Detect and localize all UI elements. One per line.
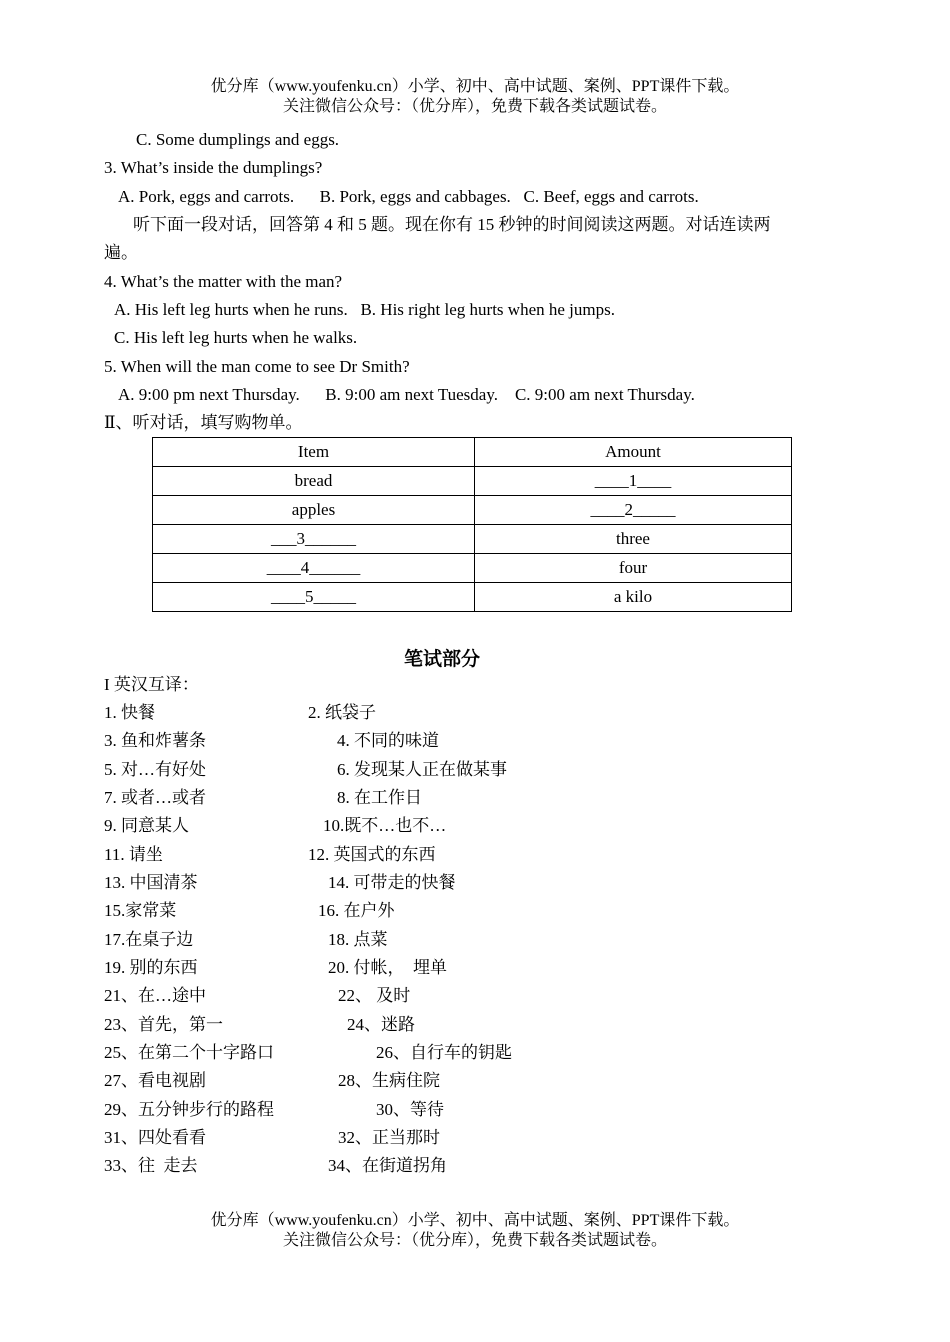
table-row: [153, 467, 792, 496]
vocab-item: 3. 鱼和炸薯条: [104, 731, 206, 750]
vocab-item: 22、 及时: [338, 986, 411, 1005]
table-row: [153, 496, 792, 525]
vocab-item: 26、自行车的钥匙: [376, 1043, 512, 1062]
vocab-item: 12. 英国式的东西: [308, 845, 436, 864]
vocab-item: 10.既不…也不…: [323, 816, 447, 835]
vocab-item: 17.在桌子边: [104, 930, 194, 949]
vocab-item: 2. 纸袋子: [308, 703, 376, 722]
table-header-row: [153, 438, 792, 467]
vocab-item: 24、迷路: [347, 1015, 415, 1034]
table-row: [153, 554, 792, 583]
cell-amount: ____1____: [475, 467, 792, 496]
vocab-item: 27、看电视剧: [104, 1071, 206, 1090]
cell-amount: four: [475, 554, 792, 583]
page-footer: [0, 1211, 950, 1251]
vocab-item: 21、在…途中: [104, 986, 206, 1005]
cell-amount: ____2_____: [475, 496, 792, 525]
vocab-item: 20. 付帐， 埋单: [328, 958, 447, 977]
vocab-item: 14. 可带走的快餐: [328, 873, 456, 892]
table-row: [153, 525, 792, 554]
vocab-item: 19. 别的东西: [104, 958, 198, 977]
cell-item: ____5_____: [153, 583, 475, 612]
vocab-item: 16. 在户外: [318, 901, 395, 920]
cell-amount: three: [475, 525, 792, 554]
vocab-item: 7. 或者…或者: [104, 788, 206, 807]
cell-item: ____4______: [153, 554, 475, 583]
vocab-item: 18. 点菜: [328, 930, 388, 949]
vocab-item: 32、正当那时: [338, 1128, 440, 1147]
vocab-item: 33、往 走去: [104, 1156, 198, 1175]
instruction-line-2: 遍。: [104, 243, 138, 262]
section-2-title: Ⅱ、听对话，填写购物单。: [104, 413, 303, 432]
header-line-2: 关注微信公众号：（优分库），免费下载各类试题试卷。: [282, 98, 667, 115]
vocab-item: 29、五分钟步行的路程: [104, 1100, 274, 1119]
footer-line-2: 关注微信公众号：（优分库），免费下载各类试题试卷。: [282, 1232, 667, 1249]
vocab-item: 30、等待: [376, 1100, 444, 1119]
vocab-item: 13. 中国清茶: [104, 873, 198, 892]
vocab-item: 6. 发现某人正在做某事: [337, 760, 507, 779]
vocab-item: 4. 不同的味道: [337, 731, 439, 750]
instruction-line-1: 听下面一段对话，回答第 4 和 5 题。现在你有 15 秒钟的时间阅读这两题。对话连读两: [133, 215, 771, 234]
vocab-item: 28、生病住院: [338, 1071, 440, 1090]
vocab-item: 15.家常菜: [104, 901, 177, 920]
footer-line-1: 优分库（www.youfenku.cn）小学、初中、高中试题、案例、PPT课件下载。: [210, 1212, 740, 1229]
vocab-item: 11. 请坐: [104, 845, 163, 864]
section-1-title: I 英汉互译：: [104, 675, 199, 694]
cell-amount: a kilo: [475, 583, 792, 612]
header-item: Item: [153, 438, 475, 467]
question-3: 3. What’s inside the dumplings?: [104, 158, 323, 177]
vocab-item: 8. 在工作日: [337, 788, 422, 807]
vocab-item: 34、在街道拐角: [328, 1156, 447, 1175]
shopping-list-table: [152, 437, 792, 612]
header-amount: Amount: [475, 438, 792, 467]
table-row: [153, 583, 792, 612]
cell-item: apples: [153, 496, 475, 525]
question-4-options-ab: A. His left leg hurts when he runs. B. His right leg hurts when he jumps.: [114, 300, 615, 319]
cell-item: ___3______: [153, 525, 475, 554]
question-5-options: A. 9:00 pm next Thursday. B. 9:00 am next Tuesday. C. 9:00 am next Thursday.: [118, 385, 695, 404]
cell-item: bread: [153, 467, 475, 496]
vocab-item: 23、首先，第一: [104, 1015, 223, 1034]
question-5: 5. When will the man come to see Dr Smith?: [104, 357, 410, 376]
q2-option-c: C. Some dumplings and eggs.: [136, 130, 340, 149]
vocab-item: 25、在第二个十字路口: [104, 1043, 274, 1062]
question-4: 4. What’s the matter with the man?: [104, 272, 343, 291]
vocab-item: 31、四处看看: [104, 1128, 206, 1147]
vocab-item: 1. 快餐: [104, 703, 155, 722]
vocab-item: 5. 对…有好处: [104, 760, 206, 779]
written-section-title: 笔试部分: [403, 649, 480, 670]
header-line-1: 优分库（www.youfenku.cn）小学、初中、高中试题、案例、PPT课件下载。: [210, 78, 740, 95]
vocab-item: 9. 同意某人: [104, 816, 189, 835]
question-3-options: A. Pork, eggs and carrots. B. Pork, eggs and cabbages. C. Beef, eggs and carrots.: [118, 187, 699, 206]
question-4-option-c: C. His left leg hurts when he walks.: [114, 328, 358, 347]
page-header: [0, 77, 950, 117]
